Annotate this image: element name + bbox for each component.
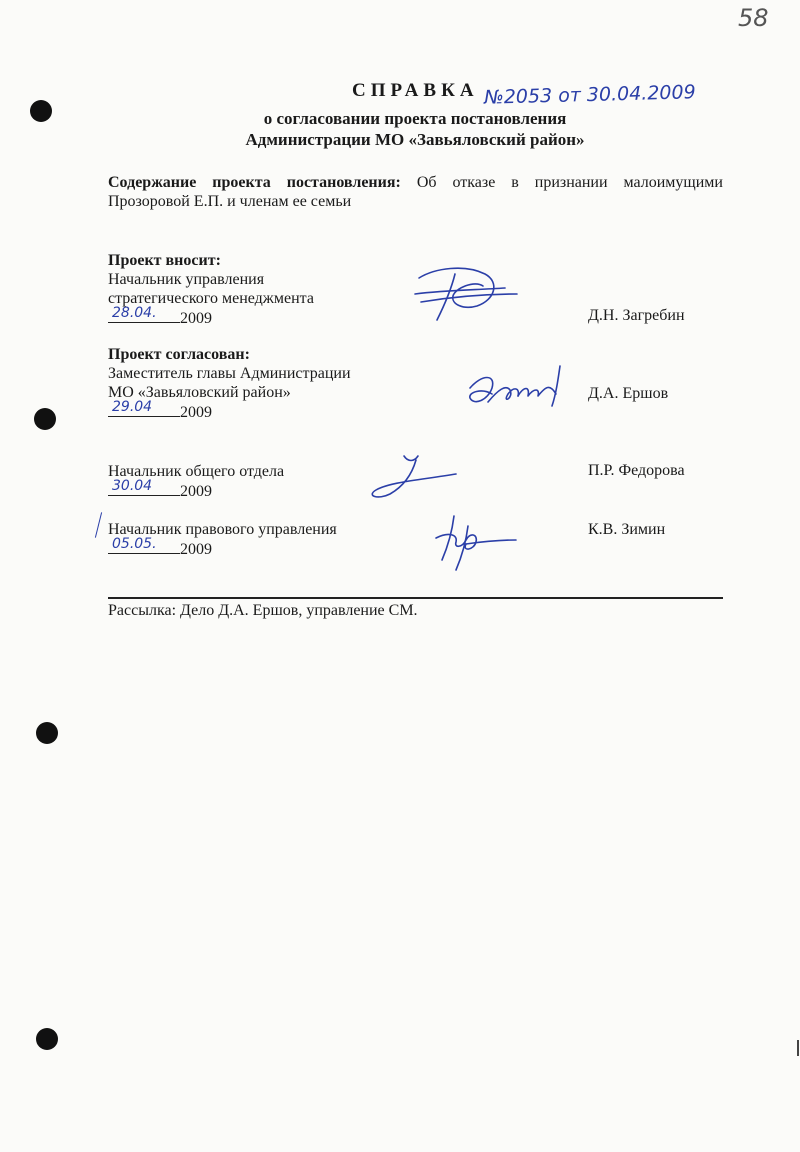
punch-hole [36,722,58,744]
document-subtitle [160,108,670,150]
page-number: 58 [738,4,769,32]
content-text: Об отказе в признании малоимущими Прозоровой Е.П. и членам ее семьи [108,174,723,210]
project-content [108,173,723,211]
date-year: 2009 [180,541,212,558]
position-line: МО «Завьяловский район» [108,384,291,401]
signatory-name: Д.А. Ершов [588,385,669,402]
signature [360,452,460,502]
signatory-name: Д.Н. Загребин [588,307,685,324]
registration-number: №2053 от 30.04.2009 [483,81,696,109]
position-line: стратегического менеджмента [108,290,314,307]
signatory-name: К.В. Зимин [588,521,666,538]
margin-mark [95,512,102,537]
document-title: СПРАВКА [352,80,479,101]
subtitle-line: Администрации МО «Завьяловский район» [245,130,585,149]
submitted-block [108,251,314,328]
legal-dept-block [108,520,337,559]
handwritten-date: 05.05. [112,536,157,552]
separator-line [108,597,723,599]
general-dept-block [108,462,284,501]
signatory-name: П.Р. Федорова [588,462,685,479]
handwritten-date: 29.04 [112,399,153,415]
handwritten-date: 30.04 [112,478,153,494]
handwritten-date: 28.04. [112,305,157,321]
date-line [108,478,284,501]
position-line: Начальник правового управления [108,521,337,538]
approved-heading: Проект согласован: [108,346,250,363]
position-line: Заместитель главы Администрации [108,365,351,382]
punch-hole [30,100,52,122]
signature [432,512,522,572]
signature [462,362,572,422]
date-year: 2009 [180,404,212,421]
approved-block [108,345,351,422]
position-line: Начальник общего отдела [108,463,285,480]
date-line [108,536,337,559]
submitted-heading: Проект вносит: [108,252,221,269]
scan-artifact [797,1040,799,1056]
position-line: Начальник управления [108,271,265,288]
content-label: Содержание проекта постановления: [108,174,401,191]
date-year: 2009 [180,310,212,327]
distribution-list: Рассылка: Дело Д.А. Ершов, управление СМ. [108,602,418,619]
punch-hole [34,408,56,430]
punch-hole [36,1028,58,1050]
date-line [108,399,351,422]
signature [405,260,525,330]
date-year: 2009 [180,483,212,500]
subtitle-line: о согласовании проекта постановления [263,109,567,128]
date-line [108,305,314,328]
